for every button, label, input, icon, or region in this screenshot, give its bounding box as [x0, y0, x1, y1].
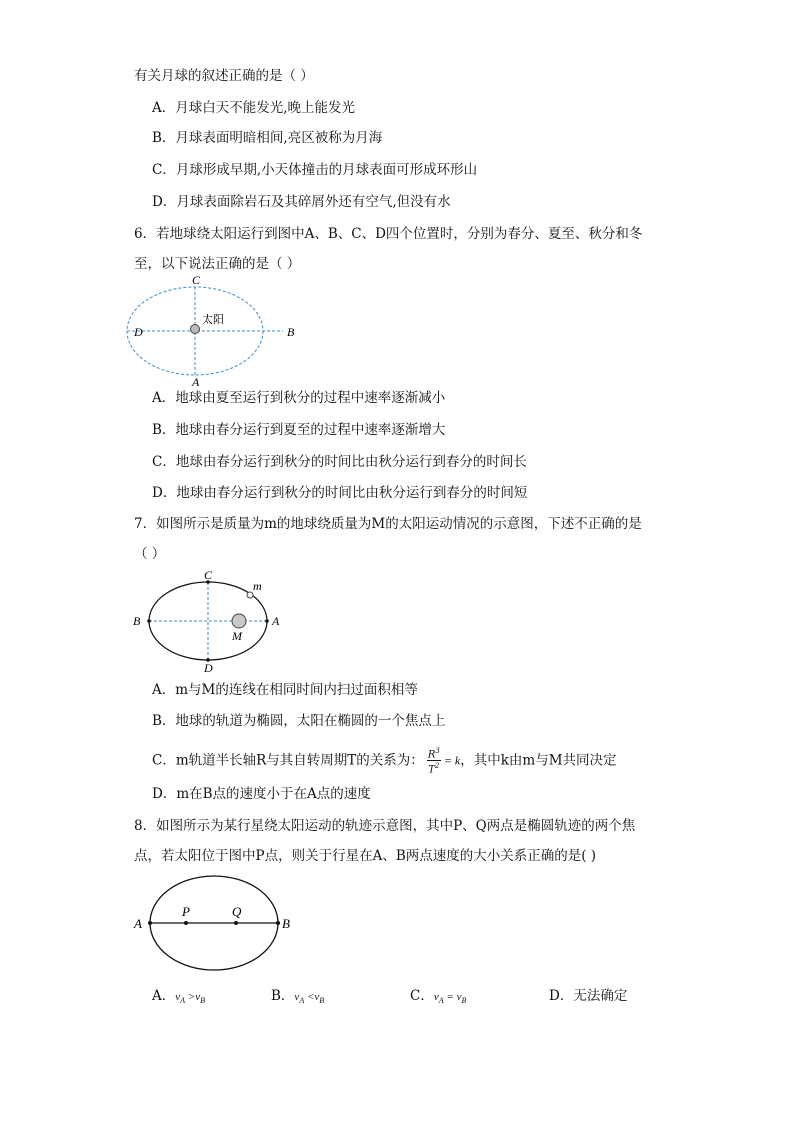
q7-stem-line2: （ ） [134, 546, 166, 562]
q6-label-sun: 太阳 [202, 314, 224, 326]
q6-label-b: B [287, 325, 295, 339]
q7-label-c: C [204, 568, 213, 582]
q8-label-b: B [282, 916, 290, 931]
q7-label-b: B [133, 614, 141, 628]
q7-label-d: D [204, 661, 213, 675]
q8-stem-line2: 点，若太阳位于图中P点，则关于行星在A、B两点速度的大小关系正确的是( ) [134, 848, 597, 864]
q6-label-c: C [192, 274, 201, 287]
q6-option-d: D．地球由春分运行到秋分的时间比由秋分运行到春分的时间短 [152, 485, 528, 501]
q6-option-c: C．地球由春分运行到秋分的时间比由秋分运行到春分的时间长 [152, 454, 527, 470]
q8-focus-q [234, 921, 238, 925]
q8-stem-line1: 8．如图所示为某行星绕太阳运动的轨迹示意图，其中P、Q两点是椭圆轨迹的两个焦 [134, 818, 636, 834]
q6-label-d: D [134, 325, 143, 339]
q7-option-a: A．m与M的连线在相同时间内扫过面积相等 [152, 682, 418, 698]
q8-option-a: A．$v_A >v_B$ [152, 988, 205, 1005]
q7-label-a: A [272, 614, 280, 628]
q8-label-a: A [134, 916, 142, 931]
q6-option-b: B．地球由春分运行到夏至的过程中速率逐渐增大 [152, 422, 446, 438]
q7-option-c-prefix: C．m轨道半长轴R与其自转周期T的关系为： [152, 752, 424, 769]
q8-option-d: D．无法确定 [549, 988, 628, 1004]
q7-orbit-figure [130, 566, 290, 678]
q8-option-b: B．$v_A <v_B$ [271, 988, 325, 1005]
q7-label-m: m [253, 579, 262, 593]
q8-option-c: C．$v_A = v_B$ [410, 988, 467, 1005]
q8-focus-p [184, 921, 188, 925]
q7-label-M: M [232, 629, 242, 643]
q7-option-c [152, 746, 617, 776]
q6-option-a: A．地球由夏至运行到秋分的过程中速率逐渐减小 [152, 390, 446, 406]
q5-option-b: B．月球表面明暗相间,亮区被称为月海 [152, 130, 383, 146]
q6-sun-dot [191, 325, 200, 334]
q5-stem: 有关月球的叙述正确的是（ ） [134, 68, 314, 84]
q7-option-d: D．m在B点的速度小于在A点的速度 [152, 786, 371, 802]
q6-stem-line1: 6．若地球绕太阳运行到图中A、B、C、D四个位置时，分别为春分、夏至、秋分和冬 [134, 226, 643, 242]
q5-option-a: A．月球白天不能发光,晚上能发光 [152, 100, 356, 116]
q7-option-b: B．地球的轨道为椭圆，太阳在椭圆的一个焦点上 [152, 713, 446, 729]
q8-label-q: Q [232, 904, 242, 919]
q7-formula-eq: = k [443, 753, 461, 768]
q7-formula-fraction: $\frac{R^3}{T^2}$ [427, 747, 440, 776]
q6-stem-line2: 至，以下说法正确的是（ ） [134, 256, 301, 272]
q8-orbit-figure [130, 872, 300, 974]
q5-option-c: C．月球形成早期,小天体撞击的月球表面可形成环形山 [152, 162, 478, 178]
q5-option-d: D．月球表面除岩石及其碎屑外还有空气,但没有水 [152, 194, 451, 210]
q7-stem-line1: 7．如图所示是质量为m的地球绕质量为M的太阳运动情况的示意图，下述不正确的是 [134, 516, 642, 532]
q7-sun-M [232, 614, 246, 628]
q6-orbit-figure [126, 274, 306, 388]
q6-label-a: A [192, 375, 200, 388]
q7-option-c-suffix: ，其中k由m与M共同决定 [460, 752, 617, 769]
q8-label-p: P [182, 904, 190, 919]
